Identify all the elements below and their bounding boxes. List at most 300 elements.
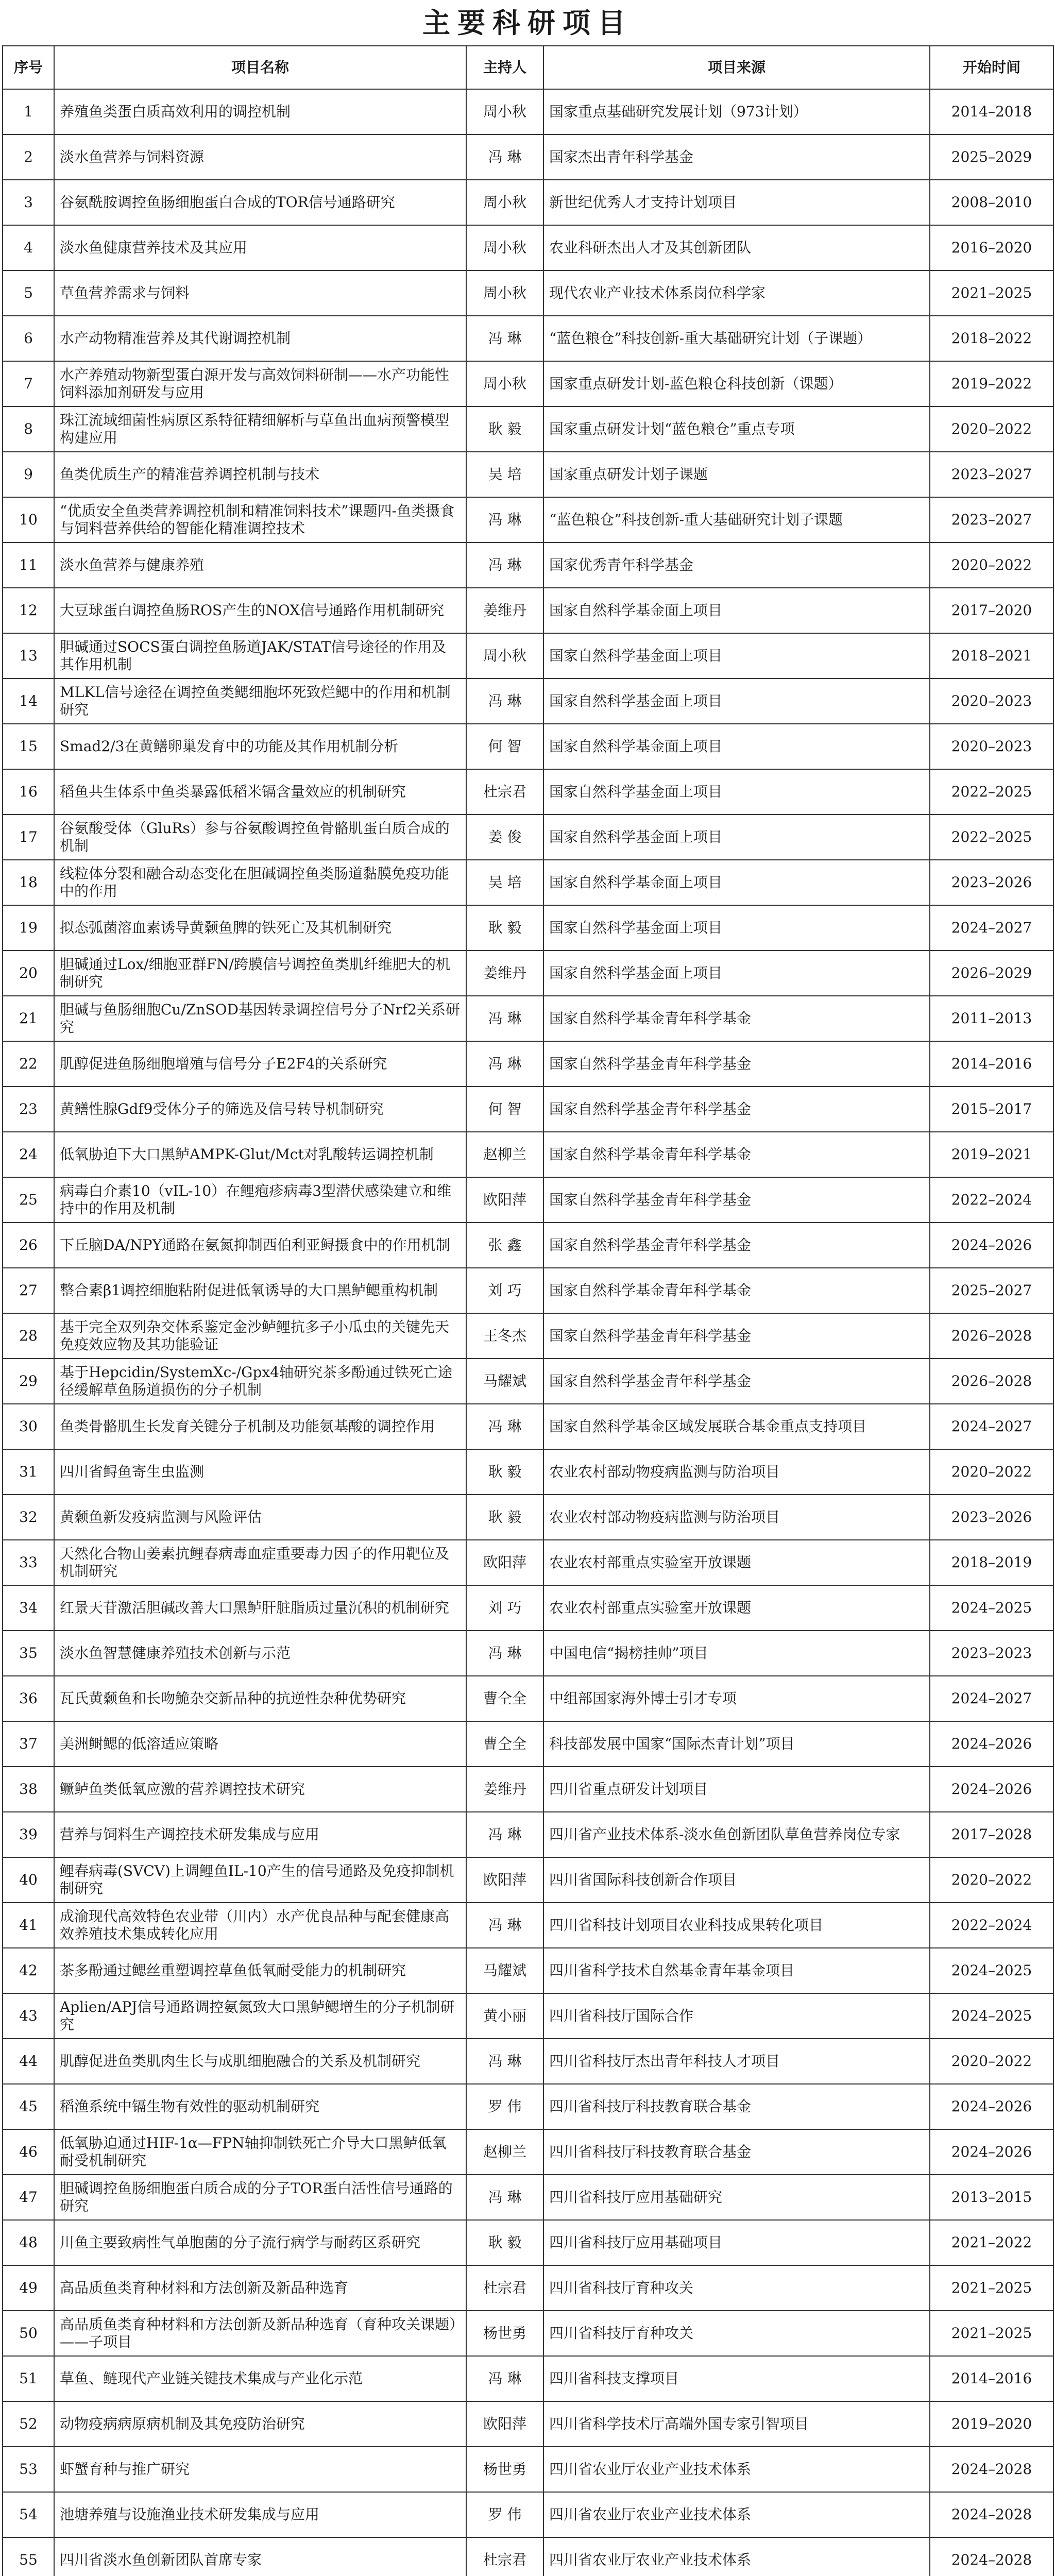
table-row: [3, 2356, 1053, 2401]
table-row: [3, 2175, 1053, 2220]
table-row: [3, 134, 1053, 180]
row-leader: 杜宗君: [466, 769, 543, 815]
row-period: 2023–2026: [930, 860, 1053, 905]
row-source: 国家重点研发计划“蓝色粮仓”重点专项: [543, 406, 930, 452]
row-index: 47: [3, 2175, 54, 2220]
row-project-name: Smad2/3在黄鳝卵巢发育中的功能及其作用机制分析: [54, 724, 466, 769]
row-project-name: 谷氨酸受体（GluRs）参与谷氨酸调控鱼骨骼肌蛋白质合成的机制: [54, 815, 466, 860]
table-row: [3, 180, 1053, 225]
row-source: 国家自然科学基金面上项目: [543, 951, 930, 996]
row-leader: 冯 琳: [466, 2039, 543, 2084]
row-project-name: 瓦氏黄颡鱼和长吻鮠杂交新品种的抗逆性杂种优势研究: [54, 1676, 466, 1721]
row-project-name: 胆碱通过Lox/细胞亚群FN/跨膜信号调控鱼类肌纤维肥大的机制研究: [54, 951, 466, 996]
row-source: “蓝色粮仓”科技创新-重大基础研究计划子课题: [543, 497, 930, 543]
row-project-name: 黄鳝性腺Gdf9受体分子的筛选及信号转导机制研究: [54, 1087, 466, 1132]
table-body: [3, 89, 1053, 2576]
row-source: 四川省科技计划项目农业科技成果转化项目: [543, 1903, 930, 1948]
row-leader: 冯 琳: [466, 1404, 543, 1449]
header-project-name: 项目名称: [54, 46, 466, 89]
table-row: [3, 1495, 1053, 1540]
row-source: 现代农业产业技术体系岗位科学家: [543, 270, 930, 316]
row-project-name: 茶多酚通过鳃丝重塑调控草鱼低氧耐受能力的机制研究: [54, 1948, 466, 1993]
row-leader: 吴 培: [466, 860, 543, 905]
row-source: 农业农村部动物疫病监测与防治项目: [543, 1495, 930, 1540]
row-index: 27: [3, 1268, 54, 1313]
row-period: 2024–2025: [930, 1948, 1053, 1993]
row-project-name: 鲤春病毒(SVCV)上调鲤鱼IL-10产生的信号通路及免疫抑制机制研究: [54, 1857, 466, 1903]
row-project-name: 珠江流域细菌性病原区系特征精细解析与草鱼出血病预警模型构建应用: [54, 406, 466, 452]
header-period: 开始时间: [930, 46, 1053, 89]
table-row: [3, 633, 1053, 679]
row-project-name: 水产动物精准营养及其代谢调控机制: [54, 316, 466, 361]
table-row: [3, 1721, 1053, 1767]
row-leader: 马耀斌: [466, 1359, 543, 1404]
row-period: 2024–2028: [930, 2537, 1053, 2576]
table-row: [3, 1676, 1053, 1721]
row-leader: 欧阳萍: [466, 2401, 543, 2447]
row-project-name: 高品质鱼类育种材料和方法创新及新品种选育: [54, 2265, 466, 2311]
row-source: 国家重点研发计划子课题: [543, 452, 930, 497]
row-project-name: 胆碱调控鱼肠细胞蛋白质合成的分子TOR蛋白活性信号通路的研究: [54, 2175, 466, 2220]
row-index: 9: [3, 452, 54, 497]
row-project-name: 整合素β1调控细胞粘附促进低氧诱导的大口黑鲈鳃重构机制: [54, 1268, 466, 1313]
row-period: 2011–2013: [930, 996, 1053, 1041]
row-project-name: 大豆球蛋白调控鱼肠ROS产生的NOX信号通路作用机制研究: [54, 588, 466, 633]
row-index: 20: [3, 951, 54, 996]
row-index: 31: [3, 1449, 54, 1495]
row-leader: 赵柳兰: [466, 2129, 543, 2175]
table-row: [3, 2220, 1053, 2265]
row-source: 国家自然科学基金青年科学基金: [543, 1177, 930, 1223]
table-row: [3, 769, 1053, 815]
row-leader: 冯 琳: [466, 1903, 543, 1948]
row-index: 55: [3, 2537, 54, 2576]
row-index: 48: [3, 2220, 54, 2265]
row-project-name: “优质安全鱼类营养调控机制和精准饲料技术”课题四-鱼类摄食与饲料营养供给的智能化精准调控技术: [54, 497, 466, 543]
row-source: 四川省国际科技创新合作项目: [543, 1857, 930, 1903]
table-row: [3, 1903, 1053, 1948]
header-index: 序号: [3, 46, 54, 89]
row-index: 38: [3, 1767, 54, 1812]
row-period: 2024–2027: [930, 905, 1053, 951]
row-leader: 周小秋: [466, 270, 543, 316]
table-row: [3, 1268, 1053, 1313]
table-row: [3, 1041, 1053, 1087]
row-period: 2024–2028: [930, 2492, 1053, 2537]
row-index: 19: [3, 905, 54, 951]
row-period: 2022–2025: [930, 769, 1053, 815]
row-source: 国家杰出青年科学基金: [543, 134, 930, 180]
row-project-name: 病毒白介素10（vIL-10）在鲤疱疹病毒3型潜伏感染建立和维持中的作用及机制: [54, 1177, 466, 1223]
row-period: 2021–2025: [930, 2265, 1053, 2311]
row-leader: 吴 培: [466, 452, 543, 497]
table-row: [3, 543, 1053, 588]
table-row: [3, 2537, 1053, 2576]
row-period: 2025–2027: [930, 1268, 1053, 1313]
row-leader: 姜维丹: [466, 951, 543, 996]
table-row: [3, 1359, 1053, 1404]
row-source: 农业科研杰出人才及其创新团队: [543, 225, 930, 270]
table-row: [3, 1767, 1053, 1812]
row-project-name: 天然化合物山姜素抗鲤春病毒血症重要毒力因子的作用靶位及机制研究: [54, 1540, 466, 1585]
row-leader: 罗 伟: [466, 2492, 543, 2537]
row-index: 35: [3, 1631, 54, 1676]
table-row: [3, 361, 1053, 406]
row-period: 2023–2027: [930, 497, 1053, 543]
table-row: [3, 497, 1053, 543]
row-leader: 姜维丹: [466, 1767, 543, 1812]
table-row: [3, 2039, 1053, 2084]
row-source: 农业农村部重点实验室开放课题: [543, 1585, 930, 1631]
row-period: 2021–2025: [930, 270, 1053, 316]
table-row: [3, 89, 1053, 134]
row-project-name: Aplien/APJ信号通路调控氨氮致大口黑鲈鳃增生的分子机制研究: [54, 1993, 466, 2039]
row-leader: 杨世勇: [466, 2447, 543, 2492]
row-source: 国家自然科学基金面上项目: [543, 860, 930, 905]
row-index: 42: [3, 1948, 54, 1993]
table-row: [3, 1993, 1053, 2039]
row-source: 科技部发展中国家“国际杰青计划”项目: [543, 1721, 930, 1767]
row-period: 2024–2026: [930, 1767, 1053, 1812]
row-leader: 周小秋: [466, 633, 543, 679]
table-row: [3, 2447, 1053, 2492]
row-period: 2024–2026: [930, 1223, 1053, 1268]
row-index: 2: [3, 134, 54, 180]
row-leader: 曹仝全: [466, 1721, 543, 1767]
row-index: 10: [3, 497, 54, 543]
table-row: [3, 1948, 1053, 1993]
row-index: 17: [3, 815, 54, 860]
row-project-name: 低氧胁迫通过HIF-1α—FPN轴抑制铁死亡介导大口黑鲈低氧耐受机制研究: [54, 2129, 466, 2175]
row-index: 8: [3, 406, 54, 452]
row-project-name: 肌醇促进鱼肠细胞增殖与信号分子E2F4的关系研究: [54, 1041, 466, 1087]
row-source: 四川省科技厅育种攻关: [543, 2265, 930, 2311]
row-source: 农业农村部动物疫病监测与防治项目: [543, 1449, 930, 1495]
row-source: 四川省科技厅科技教育联合基金: [543, 2129, 930, 2175]
page-title: 主要科研项目: [422, 6, 633, 39]
row-index: 12: [3, 588, 54, 633]
row-project-name: 稻渔系统中镉生物有效性的驱动机制研究: [54, 2084, 466, 2129]
row-leader: 杜宗君: [466, 2537, 543, 2576]
row-index: 32: [3, 1495, 54, 1540]
table-row: [3, 588, 1053, 633]
row-index: 49: [3, 2265, 54, 2311]
row-leader: 冯 琳: [466, 1812, 543, 1857]
row-project-name: 基于Hepcidin/SystemXc-/Gpx4轴研究茶多酚通过铁死亡途径缓解草鱼肠道损伤的分子机制: [54, 1359, 466, 1404]
row-index: 13: [3, 633, 54, 679]
row-project-name: 鱼类骨骼肌生长发育关键分子机制及功能氨基酸的调控作用: [54, 1404, 466, 1449]
table-row: [3, 2129, 1053, 2175]
row-period: 2024–2028: [930, 2447, 1053, 2492]
projects-table: [2, 45, 1054, 2576]
row-project-name: 稻鱼共生体系中鱼类暴露低稻米镉含量效应的机制研究: [54, 769, 466, 815]
row-source: 四川省科学技术厅高端外国专家引智项目: [543, 2401, 930, 2447]
row-project-name: 虾蟹育种与推广研究: [54, 2447, 466, 2492]
row-leader: 杜宗君: [466, 2265, 543, 2311]
row-period: 2014–2016: [930, 2356, 1053, 2401]
table-row: [3, 2401, 1053, 2447]
row-leader: 耿 毅: [466, 2220, 543, 2265]
row-index: 54: [3, 2492, 54, 2537]
row-period: 2020–2022: [930, 1857, 1053, 1903]
row-leader: 冯 琳: [466, 679, 543, 724]
row-period: 2022–2024: [930, 1903, 1053, 1948]
row-source: 国家自然科学基金青年科学基金: [543, 1087, 930, 1132]
row-period: 2021–2022: [930, 2220, 1053, 2265]
row-leader: 黄小丽: [466, 1993, 543, 2039]
row-source: 国家自然科学基金青年科学基金: [543, 1223, 930, 1268]
row-period: 2020–2022: [930, 543, 1053, 588]
row-period: 2019–2020: [930, 2401, 1053, 2447]
row-leader: 冯 琳: [466, 316, 543, 361]
table-row: [3, 815, 1053, 860]
table-row: [3, 316, 1053, 361]
row-project-name: 草鱼营养需求与饲料: [54, 270, 466, 316]
table-row: [3, 1449, 1053, 1495]
row-period: 2024–2027: [930, 1676, 1053, 1721]
row-period: 2020–2022: [930, 406, 1053, 452]
row-period: 2017–2020: [930, 588, 1053, 633]
row-period: 2026–2029: [930, 951, 1053, 996]
row-project-name: 四川省淡水鱼创新团队首席专家: [54, 2537, 466, 2576]
row-period: 2025–2029: [930, 134, 1053, 180]
row-project-name: 淡水鱼健康营养技术及其应用: [54, 225, 466, 270]
row-index: 3: [3, 180, 54, 225]
row-project-name: 四川省鲟鱼寄生虫监测: [54, 1449, 466, 1495]
row-source: 新世纪优秀人才支持计划项目: [543, 180, 930, 225]
row-period: 2019–2022: [930, 361, 1053, 406]
row-leader: 何 智: [466, 724, 543, 769]
row-source: 国家自然科学基金青年科学基金: [543, 1359, 930, 1404]
row-period: 2024–2026: [930, 2084, 1053, 2129]
row-period: 2026–2028: [930, 1359, 1053, 1404]
row-project-name: 淡水鱼营养与健康养殖: [54, 543, 466, 588]
row-leader: 冯 琳: [466, 497, 543, 543]
row-project-name: 养殖鱼类蛋白质高效利用的调控机制: [54, 89, 466, 134]
row-leader: 周小秋: [466, 361, 543, 406]
row-index: 5: [3, 270, 54, 316]
table-row: [3, 452, 1053, 497]
row-source: 国家自然科学基金青年科学基金: [543, 996, 930, 1041]
row-source: 四川省科技厅杰出青年科技人才项目: [543, 2039, 930, 2084]
row-leader: 赵柳兰: [466, 1132, 543, 1177]
row-source: 国家重点研发计划-蓝色粮仓科技创新（课题）: [543, 361, 930, 406]
row-source: 四川省科技支撑项目: [543, 2356, 930, 2401]
table-row: [3, 2084, 1053, 2129]
row-source: 四川省产业技术体系-淡水鱼创新团队草鱼营养岗位专家: [543, 1812, 930, 1857]
row-period: 2024–2027: [930, 1404, 1053, 1449]
row-period: 2019–2021: [930, 1132, 1053, 1177]
row-index: 40: [3, 1857, 54, 1903]
row-project-name: 谷氨酰胺调控鱼肠细胞蛋白合成的TOR信号通路研究: [54, 180, 466, 225]
row-leader: 耿 毅: [466, 406, 543, 452]
row-index: 25: [3, 1177, 54, 1223]
row-index: 6: [3, 316, 54, 361]
row-source: 四川省科学技术自然基金青年基金项目: [543, 1948, 930, 1993]
table-header: [3, 46, 1053, 89]
row-source: 中组部国家海外博士引才专项: [543, 1676, 930, 1721]
table-row: [3, 1132, 1053, 1177]
row-index: 33: [3, 1540, 54, 1585]
row-index: 53: [3, 2447, 54, 2492]
row-period: 2024–2026: [930, 2129, 1053, 2175]
row-project-name: 池塘养殖与设施渔业技术研发集成与应用: [54, 2492, 466, 2537]
row-leader: 王冬杰: [466, 1313, 543, 1359]
row-source: 四川省科技厅国际合作: [543, 1993, 930, 2039]
row-period: 2008–2010: [930, 180, 1053, 225]
row-leader: 冯 琳: [466, 996, 543, 1041]
row-period: 2022–2024: [930, 1177, 1053, 1223]
row-index: 44: [3, 2039, 54, 2084]
row-leader: 杨世勇: [466, 2311, 543, 2356]
row-index: 52: [3, 2401, 54, 2447]
table-row: [3, 905, 1053, 951]
row-source: 四川省重点研发计划项目: [543, 1767, 930, 1812]
table-row: [3, 1812, 1053, 1857]
row-index: 30: [3, 1404, 54, 1449]
row-project-name: 红景天苷激活胆碱改善大口黑鲈肝脏脂质过量沉积的机制研究: [54, 1585, 466, 1631]
row-index: 34: [3, 1585, 54, 1631]
row-source: 国家自然科学基金面上项目: [543, 769, 930, 815]
row-source: 四川省农业厅农业产业技术体系: [543, 2537, 930, 2576]
row-index: 26: [3, 1223, 54, 1268]
row-source: 国家自然科学基金青年科学基金: [543, 1132, 930, 1177]
row-period: 2018–2019: [930, 1540, 1053, 1585]
row-leader: 冯 琳: [466, 543, 543, 588]
row-index: 7: [3, 361, 54, 406]
row-source: 四川省科技厅应用基础项目: [543, 2220, 930, 2265]
row-index: 16: [3, 769, 54, 815]
header-leader: 主持人: [466, 46, 543, 89]
row-leader: 耿 毅: [466, 1449, 543, 1495]
row-index: 28: [3, 1313, 54, 1359]
row-leader: 张 鑫: [466, 1223, 543, 1268]
row-index: 21: [3, 996, 54, 1041]
row-period: 2014–2016: [930, 1041, 1053, 1087]
table-row: [3, 860, 1053, 905]
row-index: 23: [3, 1087, 54, 1132]
row-index: 18: [3, 860, 54, 905]
row-leader: 罗 伟: [466, 2084, 543, 2129]
table-row: [3, 1857, 1053, 1903]
row-leader: 刘 巧: [466, 1585, 543, 1631]
table-row: [3, 1404, 1053, 1449]
row-source: 国家优秀青年科学基金: [543, 543, 930, 588]
row-project-name: 胆碱与鱼肠细胞Cu/ZnSOD基因转录调控信号分子Nrf2关系研究: [54, 996, 466, 1041]
row-source: 国家自然科学基金面上项目: [543, 633, 930, 679]
row-project-name: 胆碱通过SOCS蛋白调控鱼肠道JAK/STAT信号途径的作用及其作用机制: [54, 633, 466, 679]
row-project-name: 线粒体分裂和融合动态变化在胆碱调控鱼类肠道黏膜免疫功能中的作用: [54, 860, 466, 905]
row-project-name: 淡水鱼智慧健康养殖技术创新与示范: [54, 1631, 466, 1676]
row-project-name: 草鱼、鲢现代产业链关键技术集成与产业化示范: [54, 2356, 466, 2401]
row-period: 2026–2028: [930, 1313, 1053, 1359]
row-source: 国家自然科学基金青年科学基金: [543, 1313, 930, 1359]
table-row: [3, 2311, 1053, 2356]
row-period: 2024–2026: [930, 1721, 1053, 1767]
header-source: 项目来源: [543, 46, 930, 89]
row-index: 41: [3, 1903, 54, 1948]
row-project-name: 营养与饲料生产调控技术研发集成与应用: [54, 1812, 466, 1857]
row-project-name: 黄颡鱼新发疫病监测与风险评估: [54, 1495, 466, 1540]
row-index: 36: [3, 1676, 54, 1721]
row-source: 国家自然科学基金面上项目: [543, 679, 930, 724]
row-period: 2018–2021: [930, 633, 1053, 679]
row-period: 2013–2015: [930, 2175, 1053, 2220]
row-index: 14: [3, 679, 54, 724]
row-leader: 冯 琳: [466, 1631, 543, 1676]
row-source: 四川省科技厅应用基础研究: [543, 2175, 930, 2220]
row-source: 四川省农业厅农业产业技术体系: [543, 2447, 930, 2492]
row-period: 2016–2020: [930, 225, 1053, 270]
row-project-name: 低氧胁迫下大口黑鲈AMPK-Glut/Mct对乳酸转运调控机制: [54, 1132, 466, 1177]
row-source: 国家自然科学基金面上项目: [543, 905, 930, 951]
row-period: 2021–2025: [930, 2311, 1053, 2356]
row-period: 2017–2028: [930, 1812, 1053, 1857]
row-leader: 姜维丹: [466, 588, 543, 633]
row-index: 1: [3, 89, 54, 134]
row-source: 四川省科技厅科技教育联合基金: [543, 2084, 930, 2129]
row-period: 2024–2025: [930, 1585, 1053, 1631]
row-source: 中国电信“揭榜挂帅”项目: [543, 1631, 930, 1676]
row-source: 农业农村部重点实验室开放课题: [543, 1540, 930, 1585]
row-leader: 周小秋: [466, 89, 543, 134]
row-index: 43: [3, 1993, 54, 2039]
row-project-name: 基于完全双列杂交体系鉴定金沙鲈鲤抗多子小瓜虫的关键先天免疫效应物及其功能验证: [54, 1313, 466, 1359]
row-index: 15: [3, 724, 54, 769]
table-row: [3, 1177, 1053, 1223]
row-leader: 欧阳萍: [466, 1857, 543, 1903]
table-row: [3, 2492, 1053, 2537]
row-index: 39: [3, 1812, 54, 1857]
row-index: 45: [3, 2084, 54, 2129]
row-index: 4: [3, 225, 54, 270]
table-row: [3, 225, 1053, 270]
row-leader: 冯 琳: [466, 1041, 543, 1087]
row-project-name: 美洲鲥鳃的低溶适应策略: [54, 1721, 466, 1767]
table-row: [3, 1087, 1053, 1132]
row-source: 四川省科技厅育种攻关: [543, 2311, 930, 2356]
row-index: 24: [3, 1132, 54, 1177]
row-period: 2023–2026: [930, 1495, 1053, 1540]
row-project-name: 鳜鲈鱼类低氧应激的营养调控技术研究: [54, 1767, 466, 1812]
row-leader: 冯 琳: [466, 134, 543, 180]
row-source: 四川省农业厅农业产业技术体系: [543, 2492, 930, 2537]
row-source: 国家自然科学基金区域发展联合基金重点支持项目: [543, 1404, 930, 1449]
table-row: [3, 270, 1053, 316]
row-index: 50: [3, 2311, 54, 2356]
row-leader: 周小秋: [466, 225, 543, 270]
row-leader: 曹仝全: [466, 1676, 543, 1721]
table-row: [3, 1631, 1053, 1676]
row-period: 2023–2023: [930, 1631, 1053, 1676]
header-row: [3, 46, 1053, 89]
row-index: 29: [3, 1359, 54, 1404]
row-project-name: 水产养殖动物新型蛋白源开发与高效饲料研制——水产功能性饲料添加剂研发与应用: [54, 361, 466, 406]
row-source: 国家自然科学基金面上项目: [543, 588, 930, 633]
row-period: 2020–2023: [930, 679, 1053, 724]
table-row: [3, 1540, 1053, 1585]
row-source: 国家重点基础研究发展计划（973计划）: [543, 89, 930, 134]
row-index: 37: [3, 1721, 54, 1767]
row-period: 2023–2027: [930, 452, 1053, 497]
row-project-name: 淡水鱼营养与饲料资源: [54, 134, 466, 180]
row-project-name: 川鱼主要致病性气单胞菌的分子流行病学与耐药区系研究: [54, 2220, 466, 2265]
row-index: 46: [3, 2129, 54, 2175]
table-row: [3, 679, 1053, 724]
row-period: 2020–2022: [930, 1449, 1053, 1495]
row-period: 2014–2018: [930, 89, 1053, 134]
row-project-name: 高品质鱼类育种材料和方法创新及新品种选育（育种攻关课题）——子项目: [54, 2311, 466, 2356]
